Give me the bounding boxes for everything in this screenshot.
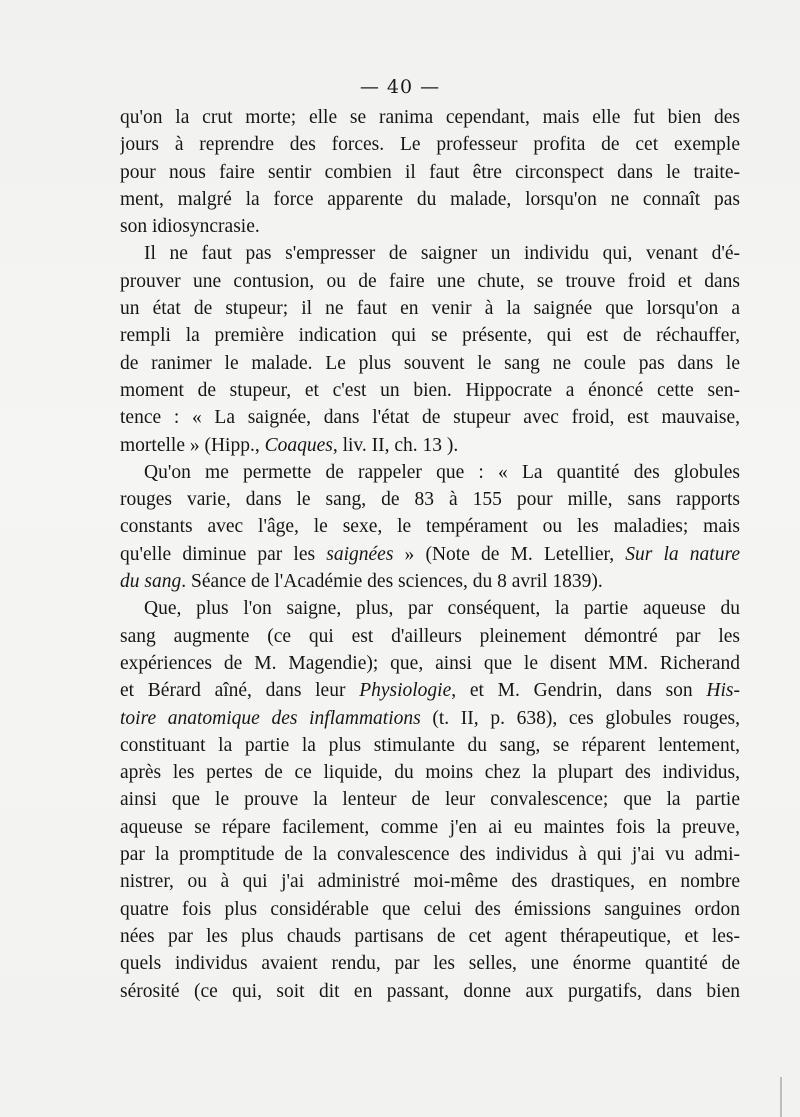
- text-span: , liv. II, ch. 13 ).: [332, 434, 459, 456]
- text-line: [120, 541, 740, 568]
- text-span: et Bérard aîné, dans leur: [120, 680, 360, 702]
- text-span: . Séance de l'Académie des sciences, du 8 avril 1839).: [181, 571, 603, 593]
- text-line: rouges varie, dans le sang, de 83 à 155 pour mille, sans rapports: [120, 489, 740, 511]
- italic-text: Coaques: [264, 434, 333, 456]
- text-line: aqueuse se répare facilement, comme j'en ai eu maintes fois la preuve,: [120, 816, 740, 838]
- text-line: ment, malgré la force apparente du malade, lorsqu'on ne connaît pas: [120, 188, 740, 210]
- text-line: de ranimer le malade. Le plus souvent le sang ne coule pas dans le: [120, 352, 740, 374]
- italic-text: Physiologie: [359, 680, 452, 702]
- italic-text: His-: [706, 680, 740, 702]
- text-line: tence : « La saignée, dans l'état de stupeur avec froid, est mauvaise,: [120, 407, 740, 429]
- text-line: nistrer, ou à qui j'ai administré moi-même des drastiques, en nombre: [120, 871, 740, 893]
- text-span: (t. II, p. 638), ces globules rouges,: [420, 707, 740, 729]
- text-line: Que, plus l'on saigne, plus, par conséquent, la partie aqueuse du: [144, 598, 740, 620]
- text-line: ainsi que le prouve la lenteur de leur convalescence; que la partie: [120, 789, 740, 811]
- text-line: quels individus avaient rendu, par les selles, une énorme quantité de: [120, 953, 740, 975]
- text-span: mortelle » (Hipp.,: [120, 434, 265, 456]
- text-line: nées par les plus chauds partisans de cet agent thérapeutique, et les-: [120, 925, 740, 947]
- text-line: quatre fois plus considérable que celui des émissions sanguines ordon: [120, 898, 740, 920]
- page-number: — 40 —: [359, 76, 441, 98]
- text-line: qu'on la crut morte; elle se ranima cependant, mais elle fut bien des: [120, 107, 740, 128]
- text-line: après les pertes de ce liquide, du moins chez la plupart des individus,: [120, 762, 740, 784]
- text-line: [120, 432, 740, 459]
- body-text: [120, 104, 740, 1005]
- text-line: constants avec l'âge, le sexe, le tempérament ou les maladies; mais: [120, 516, 740, 538]
- text-span: » (Note de M. Letellier,: [393, 543, 626, 565]
- text-line: sérosité (ce qui, soit dit en passant, donne aux purgatifs, dans bien: [120, 980, 740, 1002]
- text-line: pour nous faire sentir combien il faut être circonspect dans le traite-: [120, 161, 740, 183]
- text-line: jours à reprendre des forces. Le professeur profita de cet exemple: [120, 134, 740, 156]
- text-line: [120, 650, 740, 677]
- text-line: un état de stupeur; il ne faut en venir à la saignée que lorsqu'on a: [120, 298, 740, 320]
- text-line: par la promptitude de la convalescence des individus à qui j'ai vu admi-: [120, 844, 740, 866]
- text-line: prouver une contusion, ou de faire une chute, se trouve froid et dans: [120, 270, 740, 292]
- text-line: moment de stupeur, et c'est un bien. Hippocrate a énoncé cette sen-: [120, 379, 740, 401]
- text-line: sang augmente (ce qui est d'ailleurs pleinement démontré par les: [120, 625, 740, 647]
- italic-text: saignées: [326, 543, 394, 565]
- text-line: constituant la partie la plus stimulante du sang, se réparent lentement,: [120, 734, 740, 756]
- text-line: Il ne faut pas s'empresser de saigner un individu qui, venant d'é-: [144, 243, 740, 265]
- text-span: , et M. Gendrin, dans son: [451, 680, 707, 702]
- text-line: [120, 568, 740, 595]
- text-line: [120, 705, 740, 732]
- text-span: qu'elle diminue par les: [120, 543, 327, 565]
- text-span: expériences de M. Magendie); que, ainsi que le disent MM. Richerand: [120, 652, 740, 674]
- text-line: Qu'on me permette de rappeler que : « La quantité des globules: [144, 461, 740, 483]
- text-line: rempli la première indication qui se présente, qui est de réchauffer,: [120, 325, 740, 347]
- italic-text: Sur la nature: [625, 543, 740, 565]
- italic-text: du sang: [120, 571, 182, 593]
- page-edge-mark: [780, 1077, 782, 1117]
- text-line: [120, 677, 740, 704]
- text-line: son idiosyncrasie.: [120, 216, 260, 238]
- italic-text: toire anatomique des inflammations: [120, 707, 421, 729]
